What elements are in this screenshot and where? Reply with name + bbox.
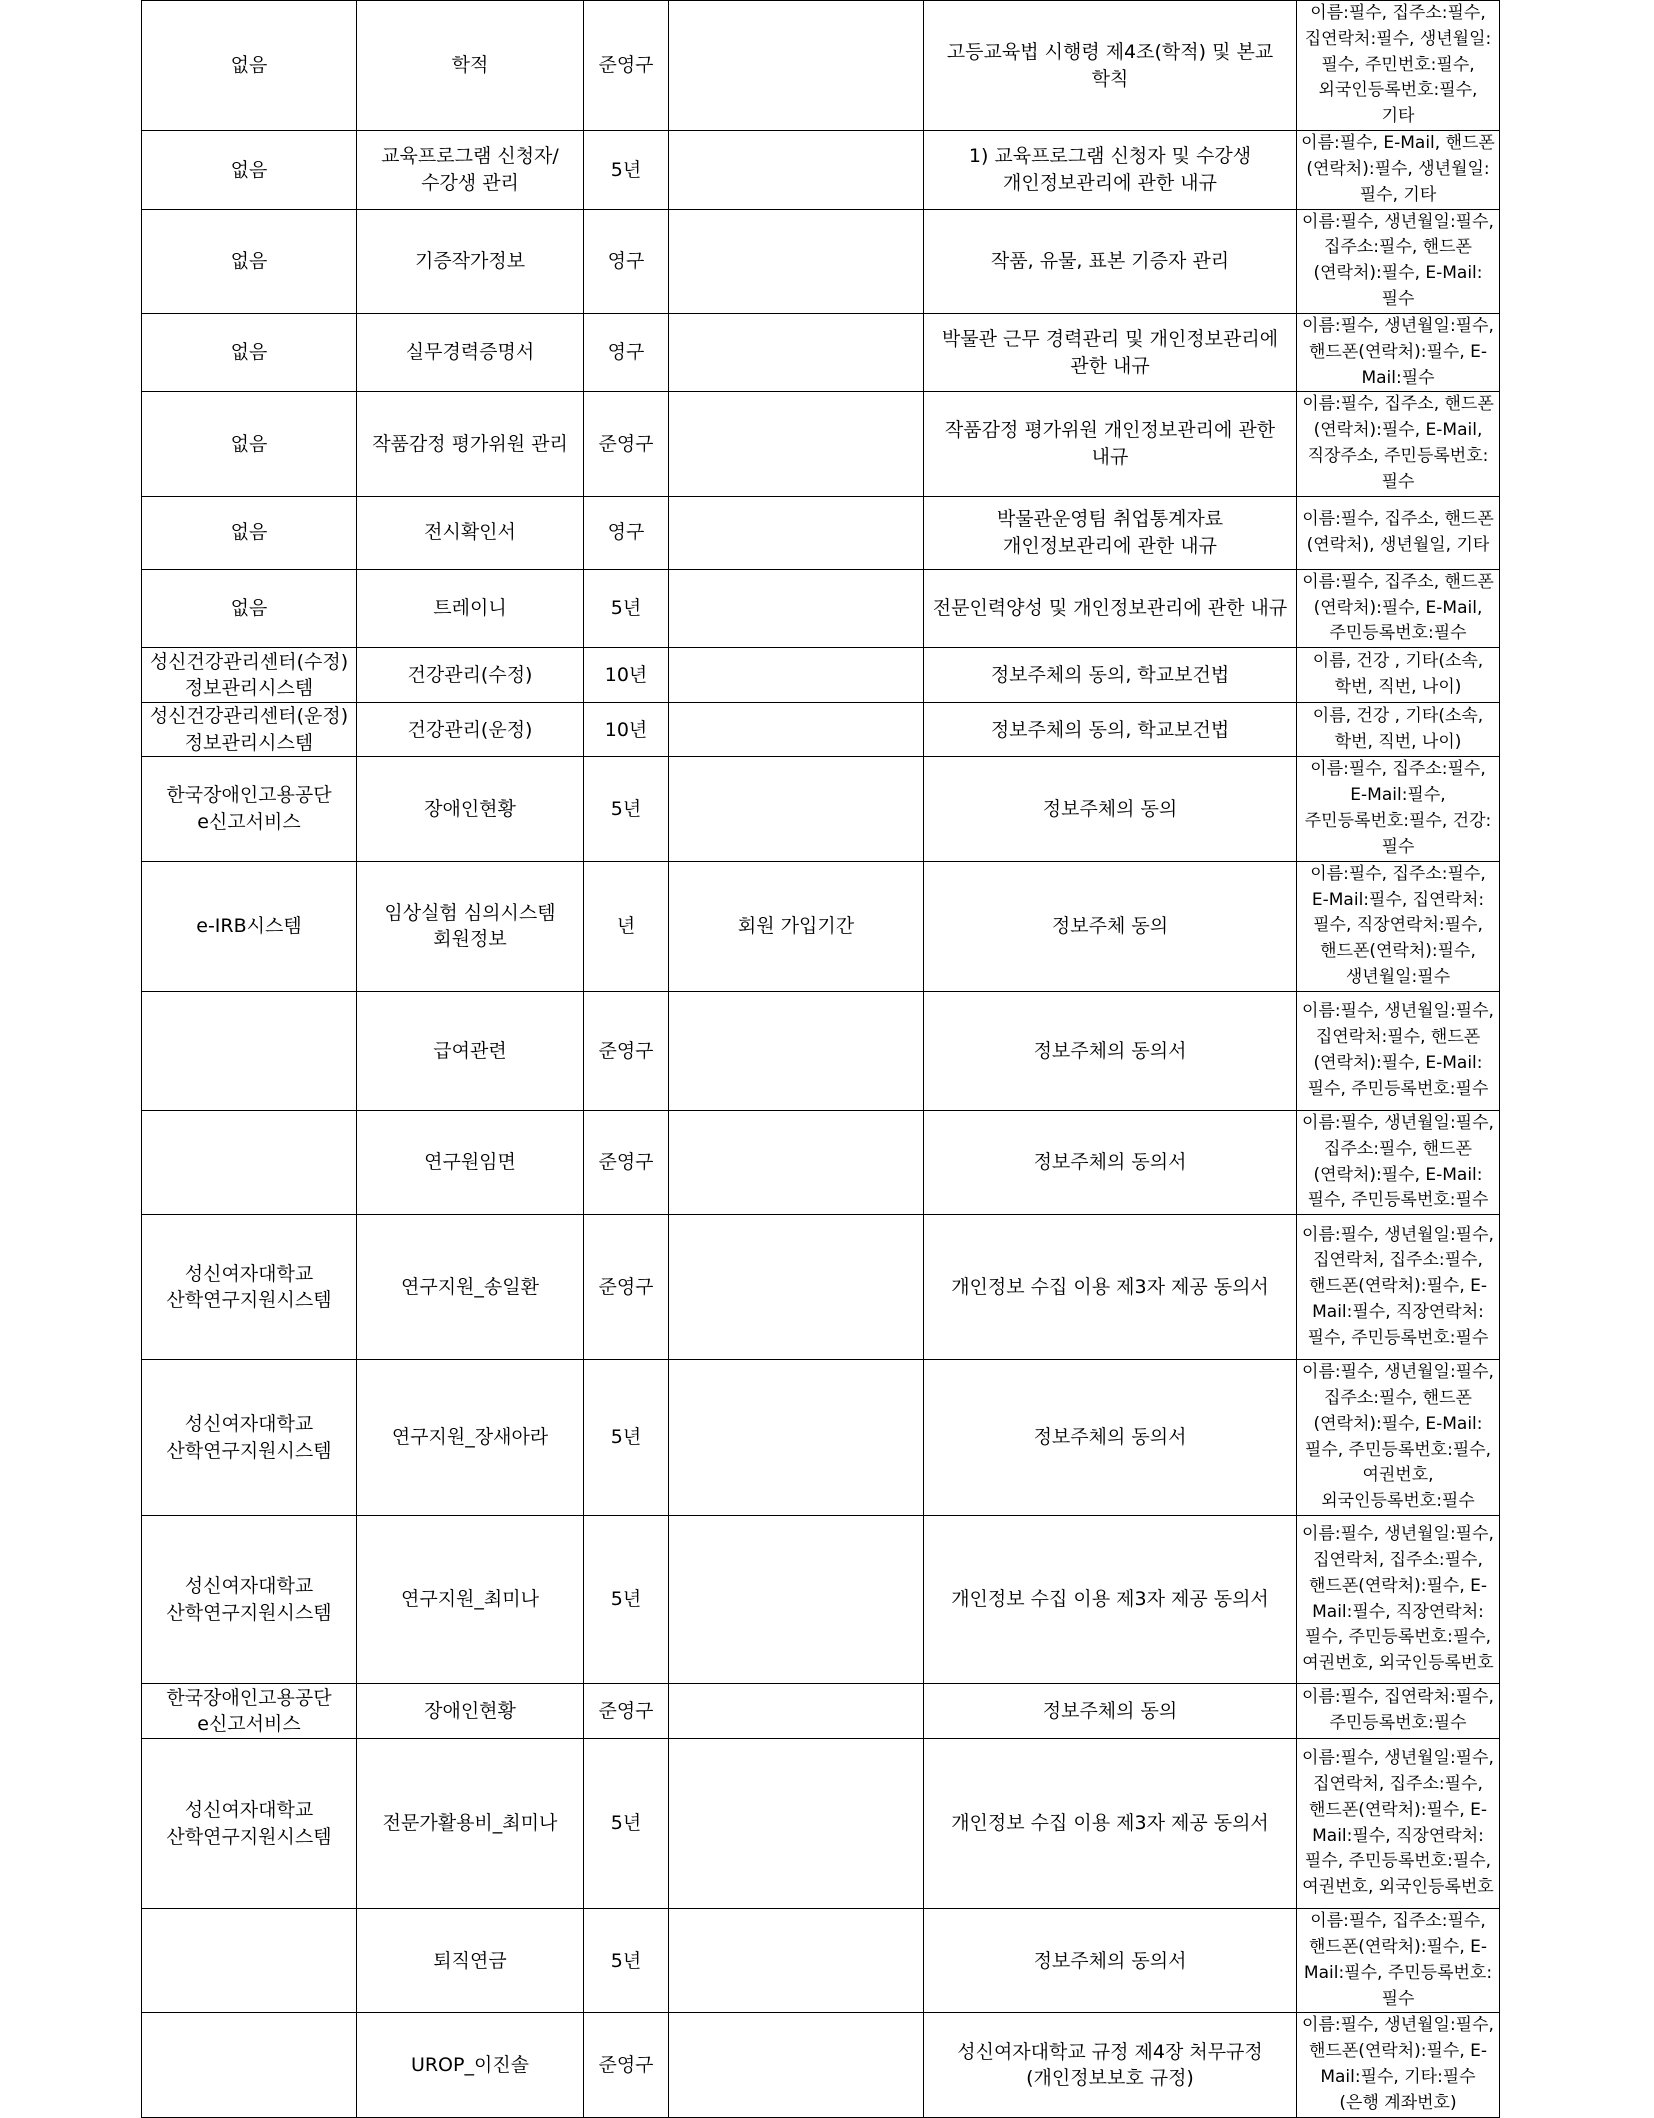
cell-basis: 정보주체의 동의서 xyxy=(924,1360,1297,1516)
cell-system xyxy=(142,1909,357,2013)
cell-note xyxy=(669,569,924,647)
cell-basis: 정보주체의 동의서 xyxy=(924,1909,1297,2013)
cell-items: 이름, 건강 , 기타(소속, 학번, 직번, 나이) xyxy=(1297,648,1500,703)
cell-name: UROP_이진솔 xyxy=(357,2013,584,2117)
cell-note xyxy=(669,1360,924,1516)
cell-name: 트레이니 xyxy=(357,569,584,647)
table-row xyxy=(142,2013,1500,2117)
cell-retention: 영구 xyxy=(584,209,669,313)
cell-items: 이름, 건강 , 기타(소속, 학번, 직번, 나이) xyxy=(1297,703,1500,757)
cell-retention: 준영구 xyxy=(584,392,669,496)
cell-basis: 정보주체의 동의서 xyxy=(924,991,1297,1110)
cell-retention: 5년 xyxy=(584,1909,669,2013)
table-row xyxy=(142,1516,1500,1684)
cell-retention: 5년 xyxy=(584,1360,669,1516)
cell-retention: 준영구 xyxy=(584,1215,669,1360)
table-row xyxy=(142,131,1500,209)
cell-system: 성신건강관리센터(수정) 정보관리시스템 xyxy=(142,648,357,703)
table-row xyxy=(142,1215,1500,1360)
cell-items: 이름:필수, 집주소, 핸드폰(연락처), 생년월일, 기타 xyxy=(1297,496,1500,569)
cell-items: 이름:필수, 집주소:필수, 집연락처:필수, 생년월일:필수, 주민번호:필수, 외국인등록번호:필수, 기타 xyxy=(1297,1,1500,131)
cell-retention: 5년 xyxy=(584,131,669,209)
table-row xyxy=(142,392,1500,496)
cell-name: 교육프로그램 신청자/수강생 관리 xyxy=(357,131,584,209)
cell-retention: 10년 xyxy=(584,648,669,703)
cell-basis: 박물관 근무 경력관리 및 개인정보관리에 관한 내규 xyxy=(924,313,1297,391)
cell-name: 건강관리(수정) xyxy=(357,648,584,703)
cell-name: 연구지원_최미나 xyxy=(357,1516,584,1684)
cell-name: 임상실험 심의시스템 회원정보 xyxy=(357,861,584,991)
cell-note xyxy=(669,1215,924,1360)
cell-items: 이름:필수, 집주소, 핸드폰(연락처):필수, E-Mail, 직장주소, 주민등록번호:필수 xyxy=(1297,392,1500,496)
cell-name: 연구지원_장새아라 xyxy=(357,1360,584,1516)
cell-basis: 정보주체의 동의서 xyxy=(924,1110,1297,1214)
cell-basis: 정보주체의 동의, 학교보건법 xyxy=(924,703,1297,757)
cell-items: 이름:필수, 생년월일:필수, 집연락처, 집주소:필수, 핸드폰(연락처):필수, E-Mail:필수, 직장연락처:필수, 주민등록번호:필수 xyxy=(1297,1215,1500,1360)
cell-note xyxy=(669,1684,924,1739)
cell-note xyxy=(669,209,924,313)
cell-retention: 준영구 xyxy=(584,1110,669,1214)
cell-retention: 10년 xyxy=(584,703,669,757)
table-row xyxy=(142,1,1500,131)
cell-note xyxy=(669,703,924,757)
cell-name: 실무경력증명서 xyxy=(357,313,584,391)
cell-name: 연구지원_송일환 xyxy=(357,1215,584,1360)
cell-basis: 정보주체의 동의, 학교보건법 xyxy=(924,648,1297,703)
cell-basis: 개인정보 수집 이용 제3자 제공 동의서 xyxy=(924,1215,1297,1360)
cell-note xyxy=(669,496,924,569)
cell-retention: 준영구 xyxy=(584,1,669,131)
table-row xyxy=(142,861,1500,991)
cell-name: 급여관련 xyxy=(357,991,584,1110)
cell-note: 회원 가입기간 xyxy=(669,861,924,991)
cell-name: 기증작가정보 xyxy=(357,209,584,313)
cell-basis: 정보주체의 동의 xyxy=(924,757,1297,861)
cell-system: 성신여자대학교 산학연구지원시스템 xyxy=(142,1360,357,1516)
cell-items: 이름:필수, 집주소:필수, 핸드폰(연락처):필수, E-Mail:필수, 주민등록번호:필수 xyxy=(1297,1909,1500,2013)
cell-items: 이름:필수, 집주소:필수, E-Mail:필수, 주민등록번호:필수, 건강:필수 xyxy=(1297,757,1500,861)
cell-system: 한국장애인고용공단 e신고서비스 xyxy=(142,757,357,861)
cell-retention: 준영구 xyxy=(584,2013,669,2117)
cell-basis: 박물관운영팀 취업통계자료 개인정보관리에 관한 내규 xyxy=(924,496,1297,569)
cell-system: 없음 xyxy=(142,569,357,647)
cell-note xyxy=(669,648,924,703)
cell-system: 성신여자대학교 산학연구지원시스템 xyxy=(142,1739,357,1909)
cell-name: 작품감정 평가위원 관리 xyxy=(357,392,584,496)
cell-basis: 정보주체의 동의 xyxy=(924,1684,1297,1739)
cell-basis: 개인정보 수집 이용 제3자 제공 동의서 xyxy=(924,1739,1297,1909)
cell-basis: 작품감정 평가위원 개인정보관리에 관한 내규 xyxy=(924,392,1297,496)
cell-name: 퇴직연금 xyxy=(357,1909,584,2013)
table-row xyxy=(142,496,1500,569)
cell-note xyxy=(669,1909,924,2013)
cell-items: 이름:필수, 집주소:필수, E-Mail:필수, 집연락처:필수, 직장연락처:필수, 핸드폰(연락처):필수, 생년월일:필수 xyxy=(1297,861,1500,991)
cell-items: 이름:필수, 집연락처:필수, 주민등록번호:필수 xyxy=(1297,1684,1500,1739)
cell-system: 없음 xyxy=(142,1,357,131)
cell-retention: 5년 xyxy=(584,1516,669,1684)
cell-items: 이름:필수, 생년월일:필수, 핸드폰(연락처):필수, E-Mail:필수 xyxy=(1297,313,1500,391)
cell-basis: 성신여자대학교 규정 제4장 처무규정(개인정보보호 규정) xyxy=(924,2013,1297,2117)
cell-system xyxy=(142,1110,357,1214)
cell-items: 이름:필수, 집주소, 핸드폰(연락처):필수, E-Mail, 주민등록번호:필수 xyxy=(1297,569,1500,647)
table-row xyxy=(142,1360,1500,1516)
cell-note xyxy=(669,392,924,496)
table-row xyxy=(142,1684,1500,1739)
cell-note xyxy=(669,991,924,1110)
cell-note xyxy=(669,131,924,209)
cell-items: 이름:필수, E-Mail, 핸드폰(연락처):필수, 생년월일:필수, 기타 xyxy=(1297,131,1500,209)
cell-note xyxy=(669,757,924,861)
table-row xyxy=(142,648,1500,703)
cell-retention: 준영구 xyxy=(584,1684,669,1739)
cell-name: 연구원임면 xyxy=(357,1110,584,1214)
cell-system: 없음 xyxy=(142,313,357,391)
cell-system xyxy=(142,2013,357,2117)
cell-name: 장애인현황 xyxy=(357,1684,584,1739)
cell-system: 한국장애인고용공단 e신고서비스 xyxy=(142,1684,357,1739)
cell-items: 이름:필수, 생년월일:필수, 집주소:필수, 핸드폰(연락처):필수, E-Mail:필수 xyxy=(1297,209,1500,313)
cell-items: 이름:필수, 생년월일:필수, 집연락처:필수, 핸드폰(연락처):필수, E-Mail:필수, 주민등록번호:필수 xyxy=(1297,991,1500,1110)
cell-retention: 영구 xyxy=(584,313,669,391)
table-body xyxy=(142,1,1500,2118)
cell-name: 전문가활용비_최미나 xyxy=(357,1739,584,1909)
cell-retention: 준영구 xyxy=(584,991,669,1110)
cell-items: 이름:필수, 생년월일:필수, 핸드폰(연락처):필수, E-Mail:필수, 기타:필수(은행 계좌번호) xyxy=(1297,2013,1500,2117)
cell-items: 이름:필수, 생년월일:필수, 집연락처, 집주소:필수, 핸드폰(연락처):필수, E-Mail:필수, 직장연락처:필수, 주민등록번호:필수, 여권번호, 외국인등록번호 xyxy=(1297,1516,1500,1684)
table-row xyxy=(142,1909,1500,2013)
cell-retention: 5년 xyxy=(584,569,669,647)
cell-retention: 5년 xyxy=(584,757,669,861)
cell-system: 없음 xyxy=(142,131,357,209)
table-row xyxy=(142,757,1500,861)
table-row xyxy=(142,209,1500,313)
table-row xyxy=(142,1739,1500,1909)
cell-basis: 고등교육법 시행령 제4조(학적) 및 본교 학칙 xyxy=(924,1,1297,131)
cell-note xyxy=(669,1739,924,1909)
cell-system: 성신여자대학교 산학연구지원시스템 xyxy=(142,1215,357,1360)
cell-note xyxy=(669,313,924,391)
cell-name: 장애인현황 xyxy=(357,757,584,861)
cell-retention: 5년 xyxy=(584,1739,669,1909)
table-row xyxy=(142,703,1500,757)
cell-items: 이름:필수, 생년월일:필수, 집연락처, 집주소:필수, 핸드폰(연락처):필수, E-Mail:필수, 직장연락처:필수, 주민등록번호:필수, 여권번호, 외국인등록번호 xyxy=(1297,1739,1500,1909)
cell-system: 성신건강관리센터(운정) 정보관리시스템 xyxy=(142,703,357,757)
cell-note xyxy=(669,1516,924,1684)
cell-basis: 전문인력양성 및 개인정보관리에 관한 내규 xyxy=(924,569,1297,647)
table-row xyxy=(142,1110,1500,1214)
table-row xyxy=(142,313,1500,391)
cell-basis: 1) 교육프로그램 신청자 및 수강생 개인정보관리에 관한 내규 xyxy=(924,131,1297,209)
cell-note xyxy=(669,1,924,131)
cell-basis: 개인정보 수집 이용 제3자 제공 동의서 xyxy=(924,1516,1297,1684)
table-row xyxy=(142,569,1500,647)
table-row xyxy=(142,991,1500,1110)
cell-system xyxy=(142,991,357,1110)
cell-note xyxy=(669,2013,924,2117)
cell-system: 없음 xyxy=(142,209,357,313)
cell-basis: 정보주체 동의 xyxy=(924,861,1297,991)
cell-name: 전시확인서 xyxy=(357,496,584,569)
cell-retention: 영구 xyxy=(584,496,669,569)
cell-system: 없음 xyxy=(142,392,357,496)
cell-note xyxy=(669,1110,924,1214)
cell-system: e-IRB시스템 xyxy=(142,861,357,991)
cell-name: 학적 xyxy=(357,1,584,131)
cell-name: 건강관리(운정) xyxy=(357,703,584,757)
cell-items: 이름:필수, 생년월일:필수, 집주소:필수, 핸드폰(연락처):필수, E-Mail:필수, 주민등록번호:필수, 여권번호, 외국인등록번호:필수 xyxy=(1297,1360,1500,1516)
cell-basis: 작품, 유물, 표본 기증자 관리 xyxy=(924,209,1297,313)
personal-info-file-table xyxy=(141,0,1500,2118)
cell-system: 없음 xyxy=(142,496,357,569)
cell-retention: 년 xyxy=(584,861,669,991)
cell-system: 성신여자대학교 산학연구지원시스템 xyxy=(142,1516,357,1684)
cell-items: 이름:필수, 생년월일:필수, 집주소:필수, 핸드폰(연락처):필수, E-Mail:필수, 주민등록번호:필수 xyxy=(1297,1110,1500,1214)
